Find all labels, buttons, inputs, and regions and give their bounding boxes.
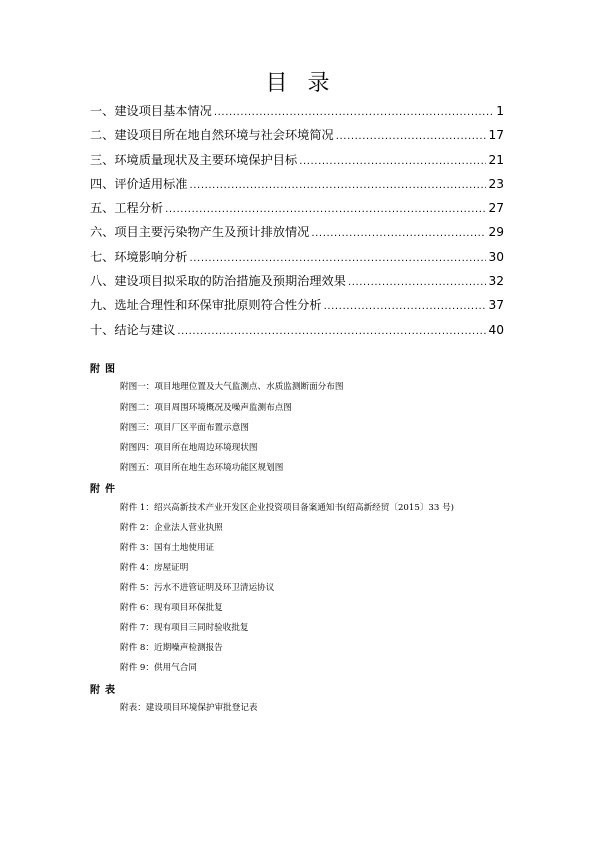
toc-entry-label: 四、评价适用标准 xyxy=(90,176,188,191)
table-of-contents xyxy=(90,99,504,342)
toc-leader xyxy=(190,174,487,198)
toc-entry xyxy=(90,293,504,317)
figure-item: 附图三：项目厂区平面布置示意图 xyxy=(120,423,249,433)
figure-item: 附图一：项目地理位置及大气监测点、水质监测断面分布图 xyxy=(120,382,344,392)
toc-entry-label: 三、环境质量现状及主要环境保护目标 xyxy=(90,152,298,167)
figure-item: 附图二：项目周围环境概况及噪声监测布点图 xyxy=(120,403,292,413)
attachment-item: 附件 6：现有项目环保批复 xyxy=(120,603,223,613)
toc-entry xyxy=(90,99,504,123)
attachment-item: 附件 5：污水不进管证明及环卫清运协议 xyxy=(120,583,275,593)
toc-leader xyxy=(165,198,486,222)
toc-leader xyxy=(214,101,494,125)
toc-entry xyxy=(90,172,504,196)
toc-entry-label: 十、结论与建议 xyxy=(90,322,176,337)
toc-page-number: 32 xyxy=(488,274,504,289)
toc-page-number: 27 xyxy=(488,201,504,216)
toc-leader xyxy=(348,271,487,295)
attachments-heading: 附件 xyxy=(90,484,120,495)
toc-entry xyxy=(90,123,504,147)
attachment-item: 附件 2：企业法人营业执照 xyxy=(120,523,223,533)
toc-page-number: 30 xyxy=(488,249,504,264)
toc-entry xyxy=(90,220,504,244)
attachment-item: 附件 3：国有土地使用证 xyxy=(120,543,215,553)
page-title: 目录 xyxy=(265,71,350,96)
toc-leader xyxy=(324,295,487,319)
toc-entry-label: 七、环境影响分析 xyxy=(90,249,188,264)
attachment-item: 附件 9：供用气合同 xyxy=(120,663,197,673)
toc-leader xyxy=(299,150,486,174)
toc-entry-label: 六、项目主要污染物产生及预计排放情况 xyxy=(90,225,310,240)
toc-leader xyxy=(190,247,487,271)
tables-heading: 附表 xyxy=(90,685,120,696)
figure-item: 附图四：项目所在地周边环境现状图 xyxy=(120,443,258,453)
toc-entry xyxy=(90,148,504,172)
toc-entry xyxy=(90,245,504,269)
toc-page-number: 1 xyxy=(496,104,504,118)
table-item: 附表：建设项目环境保护审批登记表 xyxy=(120,703,258,713)
attachment-item: 附件 7：现有项目三同时验收批复 xyxy=(120,623,249,633)
toc-entry-label: 九、选址合理性和环保审批原则符合性分析 xyxy=(90,298,322,313)
attachment-item: 附件 8：近期噪声检测报告 xyxy=(120,643,223,653)
toc-page-number: 17 xyxy=(488,128,504,143)
toc-page-number: 21 xyxy=(488,152,504,167)
toc-entry xyxy=(90,196,504,220)
toc-page-number: 29 xyxy=(488,225,504,240)
toc-entry xyxy=(90,269,504,293)
toc-entry-label: 五、工程分析 xyxy=(90,201,164,216)
toc-leader xyxy=(311,222,486,246)
toc-entry-label: 二、建设项目所在地自然环境与社会环境简况 xyxy=(90,128,334,143)
toc-page-number: 23 xyxy=(488,176,504,191)
toc-page-number: 37 xyxy=(488,298,504,313)
toc-leader xyxy=(336,125,487,149)
attachment-item: 附件 4：房屋证明 xyxy=(120,563,189,573)
attachment-item: 附件 1：绍兴高新技术产业开发区企业投资项目备案通知书(绍高新经贸〔2015〕33 号) xyxy=(120,503,455,513)
figure-item: 附图五：项目所在地生态环境功能区规划图 xyxy=(120,463,284,473)
toc-entry-label: 一、建设项目基本情况 xyxy=(90,104,212,118)
toc-leader xyxy=(177,320,486,344)
toc-page-number: 40 xyxy=(488,322,504,337)
toc-entry-label: 八、建设项目拟采取的防治措施及预期治理效果 xyxy=(90,274,346,289)
toc-entry xyxy=(90,318,504,342)
figures-heading: 附图 xyxy=(90,364,120,375)
